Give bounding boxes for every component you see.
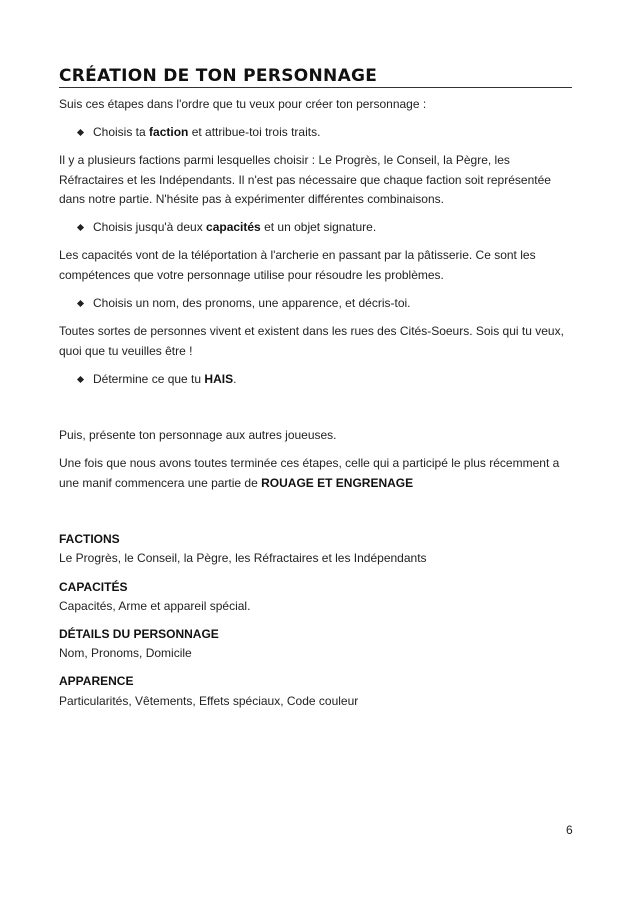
summary-text-capacites: Capacités, Arme et appareil spécial. bbox=[59, 599, 251, 613]
summary-heading-details: DÉTAILS DU PERSONNAGE bbox=[59, 627, 219, 641]
step-text bbox=[93, 218, 376, 238]
step-keyword: capacités bbox=[206, 220, 261, 234]
step-text-post: et un objet signature. bbox=[260, 220, 377, 234]
intro-text: Suis ces étapes dans l'ordre que tu veux pour créer ton personnage : bbox=[59, 97, 427, 111]
step-text-pre: Choisis jusqu'à deux bbox=[93, 220, 207, 234]
step-capacites bbox=[78, 218, 558, 238]
factions-paragraph: Il y a plusieurs factions parmi lesquelles choisir : Le Progrès, le Conseil, la Pègre, les Réfractaires et les Indépendants. Il n'est pas nécessaire que chaque faction soit représentée dans notre partie. N'hésite pas à expérimenter différentes combinaisons. bbox=[59, 153, 551, 206]
step-text-post: . bbox=[233, 372, 237, 386]
diamond-bullet-icon bbox=[77, 224, 84, 231]
step-keyword: HAIS bbox=[204, 372, 234, 386]
step-faction bbox=[78, 123, 558, 143]
summary-text-factions: Le Progrès, le Conseil, la Pègre, les Réfractaires et les Indépendants bbox=[59, 551, 427, 565]
step-nom bbox=[78, 294, 558, 314]
page-number: 6 bbox=[566, 823, 573, 837]
summary-heading-factions: FACTIONS bbox=[59, 532, 120, 546]
summary-heading-capacites: CAPACITÉS bbox=[59, 580, 128, 594]
step-text-post: et attribue-toi trois traits. bbox=[188, 125, 321, 139]
summary-text-apparence: Particularités, Vêtements, Effets spéciaux, Code couleur bbox=[59, 694, 359, 708]
step-text-pre: Choisis un nom, des pronoms, une apparence, et décris-toi. bbox=[93, 296, 411, 310]
page-title: CRÉATION DE TON PERSONNAGE bbox=[59, 66, 572, 88]
manif-text: Une fois que nous avons toutes terminée ces étapes, celle qui a participé le plus récemment a une manif commencera une partie de bbox=[59, 456, 560, 490]
game-title: ROUAGE ET ENGRENAGE bbox=[261, 475, 414, 490]
diamond-bullet-icon bbox=[77, 129, 84, 136]
capacites-paragraph: Les capacités vont de la téléportation à l'archerie en passant par la pâtisserie. Ce sont les compétences que votre personnage utilise pour résoudre les problèmes. bbox=[59, 248, 536, 282]
summary-text-details: Nom, Pronoms, Domicile bbox=[59, 646, 192, 660]
summary-heading-apparence: APPARENCE bbox=[59, 674, 134, 688]
step-hais bbox=[78, 370, 558, 390]
step-text bbox=[93, 123, 320, 143]
step-text-pre: Choisis ta bbox=[93, 125, 150, 139]
step-text bbox=[93, 294, 411, 314]
step-keyword: faction bbox=[149, 125, 189, 139]
step-text-pre: Détermine ce que tu bbox=[93, 372, 205, 386]
diamond-bullet-icon bbox=[77, 376, 84, 383]
diamond-bullet-icon bbox=[77, 300, 84, 307]
personnes-paragraph: Toutes sortes de personnes vivent et existent dans les rues des Cités-Soeurs. Sois qui tu veux, quoi que tu veuilles être ! bbox=[59, 324, 564, 358]
manif-paragraph bbox=[59, 454, 564, 493]
step-text bbox=[93, 370, 236, 390]
presente-paragraph: Puis, présente ton personnage aux autres joueuses. bbox=[59, 428, 337, 442]
